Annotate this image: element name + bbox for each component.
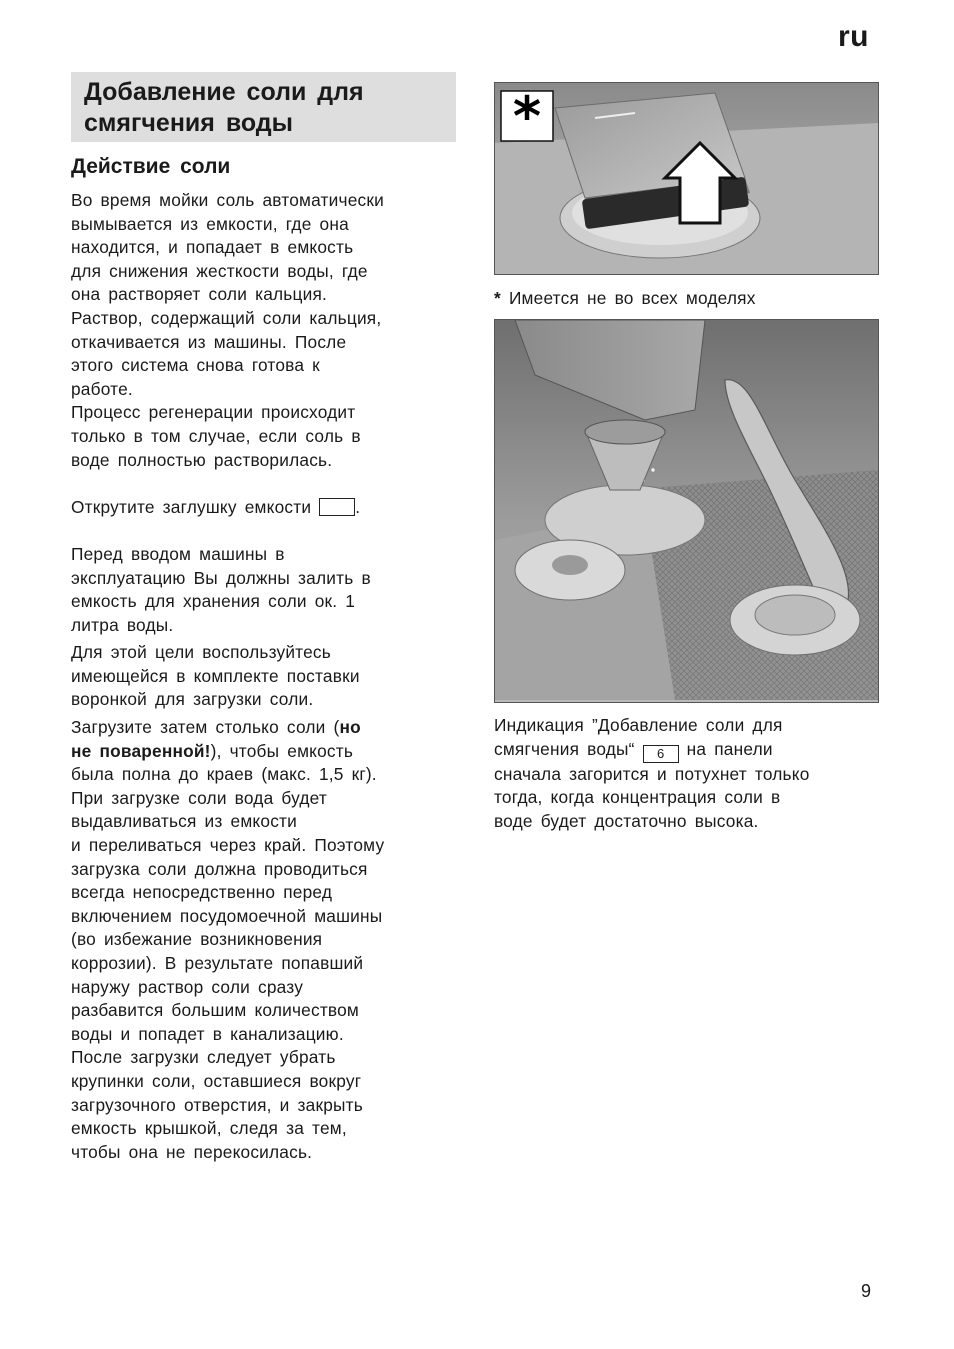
paragraph-salt-action: Во время мойки соль автоматически вымывается из емкости, где она находится, и попадает в емкость для снижения жесткости воды, где она растворяет соли кальция. Раствор, содержащий соли кальция, откачивается из машины. После этого система снова готова к работе. Процесс регенерации происходит только в том случае, если соль в воде полностью растворилась. — [71, 190, 384, 470]
indicator-number-box: 6 — [643, 745, 679, 763]
subheading: Действие соли — [71, 155, 231, 178]
footnote — [494, 288, 756, 309]
salt-cap-illustration — [495, 83, 878, 274]
section-title-box — [71, 72, 456, 142]
section-title-line1: Добавление соли для — [84, 78, 364, 106]
left-column — [71, 189, 456, 1164]
paragraph-load-salt: Загрузите затем столько соли (но не поваренной!), чтобы емкость была полна до краев (макс. 1,5 кг). При загрузке соли вода будет выдавливаться из емкости и переливаться через край. Поэтому загрузка соли должна проводиться всегда непосредственно перед включением посудомоечной машины (во избежание возникновения коррозии). В результате попавший наружу раствор соли сразу разбавится большим количеством воды и попадет в канализацию. После загрузки следует убрать крупинки соли, оставшиеся вокруг загрузочного отверстия, и закрыть емкость крышкой, следя за тем, чтобы она не перекосилась. — [71, 717, 385, 1162]
warning-bold-2: не поваренной! — [71, 740, 211, 761]
language-label: ru — [838, 20, 869, 53]
indicator-paragraph: Индикация ”Добавление соли для смягчения воды“ 6 на панели сначала загорится и потухнет только тогда, когда концентрация соли в воде будет достаточно высока. — [494, 715, 810, 831]
footnote-star: * — [494, 288, 501, 308]
badge-star-icon: * — [512, 85, 542, 148]
warning-bold-1: но — [339, 717, 361, 738]
paragraph-unscrew: Открутите заглушку емкости . — [71, 496, 361, 517]
figure-salt-funnel — [494, 319, 879, 703]
page-number: 9 — [861, 1281, 872, 1301]
cap-symbol-box — [319, 498, 355, 516]
paragraph-funnel: Для этой цели воспользуйтесь имеющейся в комплекте поставки воронкой для загрузки соли. — [71, 642, 360, 710]
salt-funnel-illustration — [495, 320, 878, 702]
section-title — [84, 77, 456, 139]
paragraph-water: Перед вводом машины в эксплуатацию Вы должны залить в емкость для хранения соли ок. 1 литра воды. — [71, 543, 371, 635]
figure-salt-cap — [494, 82, 879, 275]
footnote-text: Имеется не во всех моделях — [508, 288, 756, 308]
section-title-line2: смягчения воды — [84, 109, 294, 137]
